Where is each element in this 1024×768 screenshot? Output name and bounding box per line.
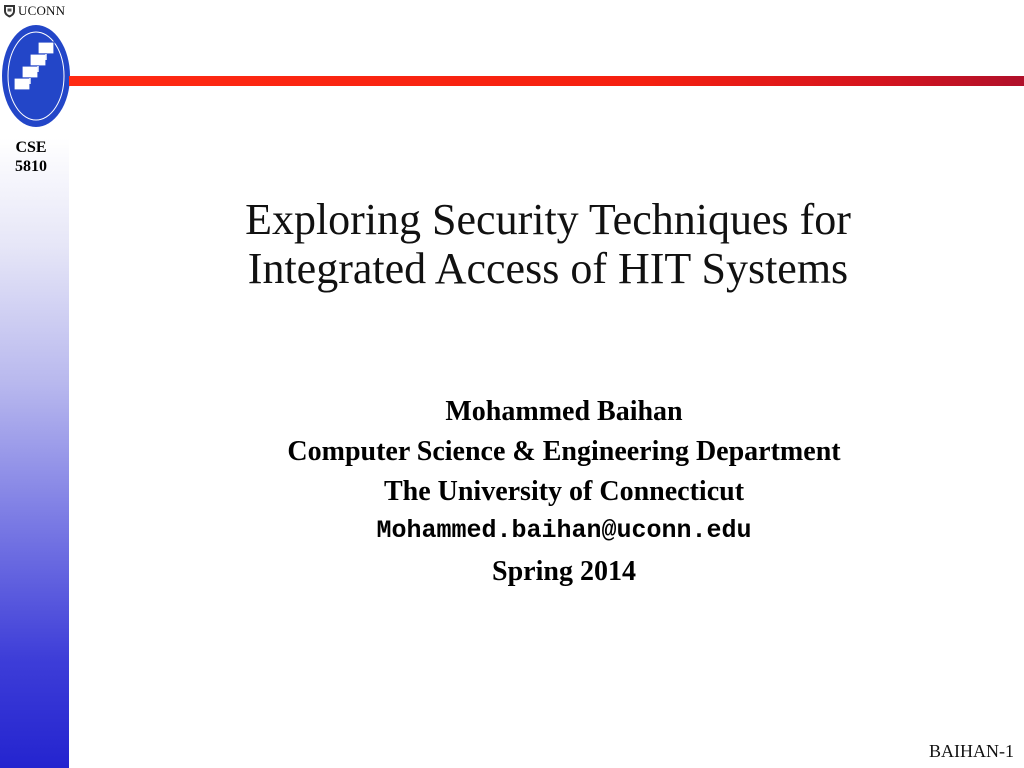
slide-title [72,195,1024,293]
slide-number: BAIHAN-1 [929,741,1014,761]
course-code [0,138,62,176]
institution-name: UCONN [18,3,66,18]
accent-bar [69,76,1024,86]
institution-header [3,3,65,19]
author-block [104,392,1024,594]
logo-ring-text: Computer Science and Engineering [0,20,79,26]
author-name: Mohammed Baihan [445,396,683,427]
author-university: The University of Connecticut [383,476,745,507]
title-line1: Exploring Security Techniques for [245,195,851,244]
uconn-seal-icon [3,4,16,18]
author-email: Mohammed.baihan@uconn.edu [376,516,752,545]
author-department: Computer Science & Engineering Department [287,436,841,467]
course-code-line2: 5810 [15,158,47,175]
presentation-term: Spring 2014 [492,556,636,587]
course-code-line1: CSE [15,139,47,156]
title-line2: Integrated Access of HIT Systems [247,244,849,293]
department-logo [0,20,79,130]
